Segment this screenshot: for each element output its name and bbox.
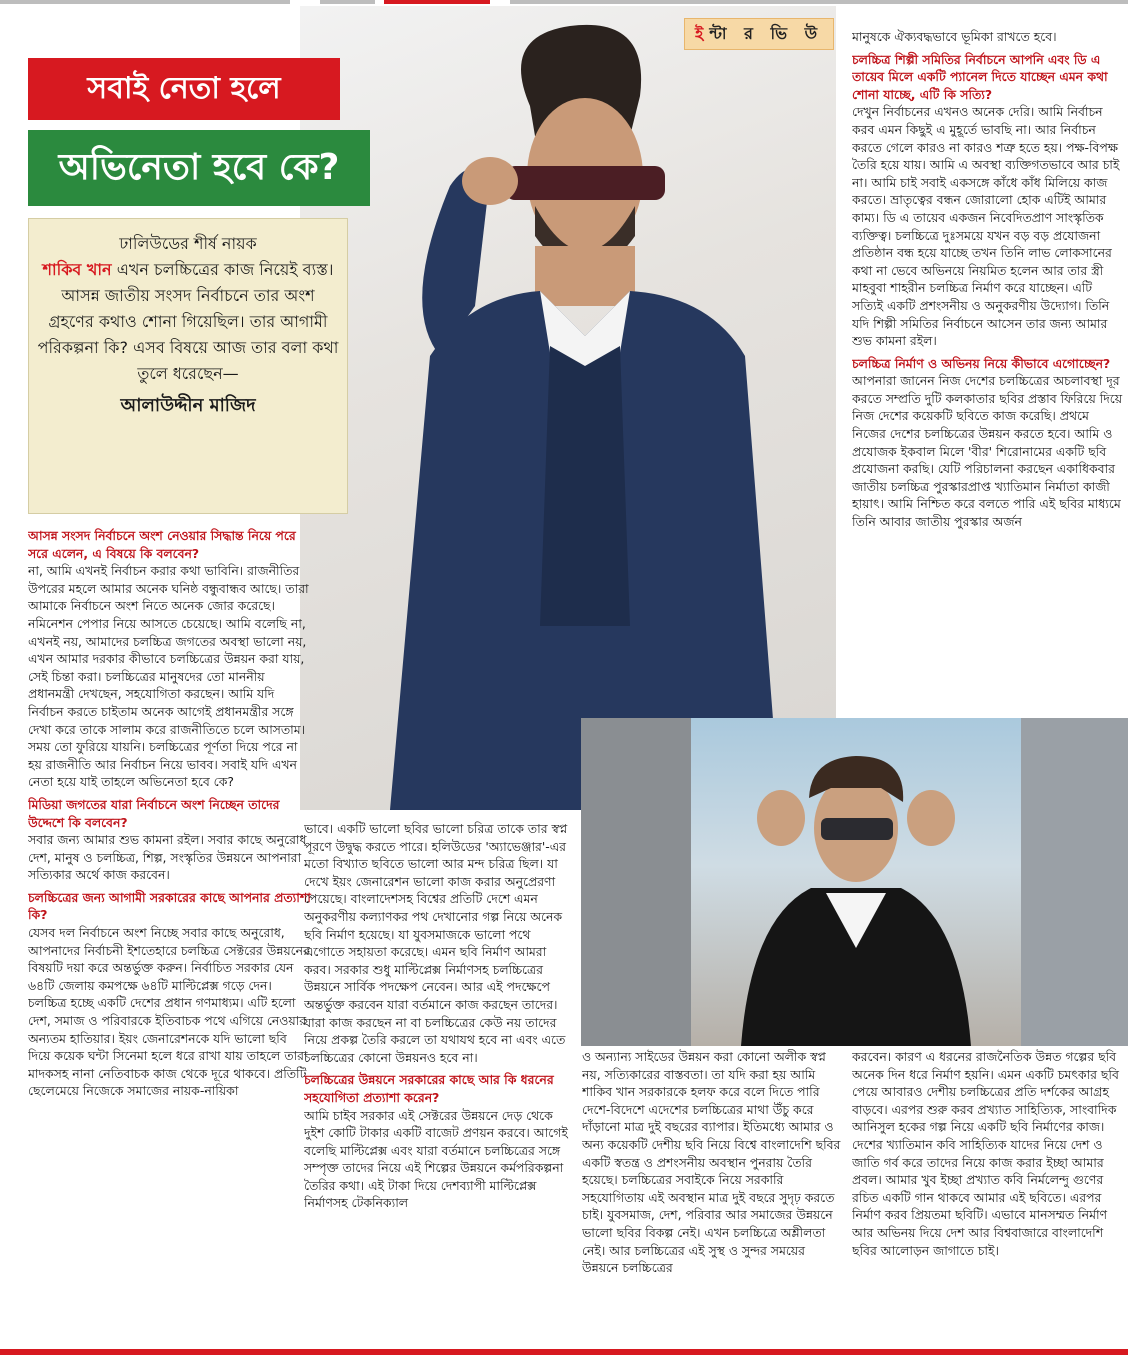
top-rule-mid (320, 0, 375, 4)
headline-line1: সবাই নেতা হলে (28, 58, 340, 120)
question-4: চলচ্চিত্রের উন্নয়নে সরকারের কাছে আর কি ধরনের সহযোগিতা প্রত্যাশা করেন? (304, 1072, 554, 1105)
secondary-illustration (581, 718, 1128, 1046)
column-3 (582, 1048, 844, 1346)
column-4-carryover: মানুষকে ঐক্যবদ্ধভাবে ভূমিকা রাখতে হবে। (852, 29, 1057, 44)
top-rule-left (0, 0, 290, 4)
bottom-rule (0, 1349, 1128, 1355)
question-2: মিডিয়া জগতের যারা নির্বাচনে অংশ নিচ্ছেন তাদের উদ্দেশে কি বলবেন? (28, 796, 280, 830)
tag-initial: ই (695, 24, 710, 43)
column-2-text: ভাবে। একটি ভালো ছবির ভালো চরিত্র তাকে তার স্বপ্ন পূরণে উদ্বুদ্ধ করতে পারে। হলিউডের 'অ্যাভেঞ্জার'-এর মতো বিখ্যাত ছবিতে ভালো আর মন্দ চরিত্র ছিল। যা দেখে ইয়ং জেনারেশন ভালো কাজ করার অনুপ্রেরণা পেয়েছে। বাংলাদেশসহ বিশ্বের প্রতিটি দেশে এমন অনুকরণীয় কল্যাণকর পথ দেখানোর গল্প নিয়ে অনেক ছবি নির্মাণ হয়েছে। যা যুবসমাজকে ভালো পথে এগোতে সহায়তা করেছে। এমন ছবি নির্মাণ আমরা করব। সরকার শুধু মাল্টিপ্লেক্স নির্মাণসহ চলচ্চিত্রের উন্নয়নে সার্বিক পদক্ষেপ নেবেন। আর এই পদক্ষেপে অন্তর্ভুক্ত করবেন যারা বর্তমানে কাজ করছেন তাদের। যারা কাজ করছেন না বা চলচ্চিত্রের কেউ নয় তাদের নিয়ে প্রকল্প তৈরি করলে তা যথাযথ হবে না এবং এতে চলচ্চিত্রের কোনো উন্নয়নও হবে না। (304, 821, 568, 1065)
answer-2: সবার জন্য আমার শুভ কামনা রইল। সবার কাছে অনুরোধ দেশ, মানুষ ও চলচ্চিত্র, শিল্প, সংস্কৃতির উন্নয়নে আপনারা সত্যিকার অর্থে কাজ করবেন। (28, 832, 307, 883)
question-3: চলচ্চিত্রের জন্য আগামী সরকারের কাছে আপনার প্রত্যাশা কি? (28, 889, 311, 923)
question-1: আসন্ন সংসদ নির্বাচনে অংশ নেওয়ার সিদ্ধান্ত নিয়ে পরে সরে এলেন, এ বিষয়ে কি বলবেন? (28, 528, 296, 561)
reporter-name: আলাউদ্দীন মাজিদ (120, 395, 256, 416)
top-rule-accent (384, 0, 490, 4)
answer-5: দেখুন নির্বাচনের এখনও অনেক দেরি। আমি নির্বাচন করব এমন কিছুই এ মুহূর্তে ভাবছি না। আর নির্বাচন করতে গেলে কারও না কারও শত্রু হতে হয়। পক্ষ-বিপক্ষ তৈরি হয়ে যায়। আমি এ অবস্থা ব্যক্তিগতভাবে আর চাই না। আমি চাই সবাই একসঙ্গে কাঁধে কাঁধ মিলিয়ে কাজ করতে। ভ্রাতৃত্বের বন্ধন জোরালো হোক এটিই আমার কাম্য। ডি এ তায়েব একজন নিবেদিতপ্রাণ সাংস্কৃতিক ব্যক্তিত্ব। চলচ্চিত্রে দুঃসময়ে যখন বড় বড় প্রযোজনা প্রতিষ্ঠান বন্ধ হয়ে যাচ্ছে তখন তিনি লাভ লোকসানের কথা না ভেবে অভিনয়ে নিয়মিত হলেন আর তার স্ত্রী মাহবুবা শাহরীন চলচ্চিত্র নির্মাণ করে যাচ্ছেন। এটি সত্যিই একটি প্রশংসনীয় ও অনুকরণীয় উদ্যোগ। তিনি যদি শিল্পী সমিতির নির্বাচনে আসেন তার জন্য আমার শুভ কামনা রইল। (852, 104, 1120, 349)
answer-4: আমি চাইব সরকার এই সেক্টরের উন্নয়নে দেড় থেকে দুইশ কোটি টাকার একটি বাজেট প্রণয়ন করবে। আগেই বলেছি মাল্টিপ্লেক্স এবং যারা বর্তমানে চলচ্চিত্রের সঙ্গে সম্পৃক্ত তাদের নিয়ে এই শিল্পের উন্নয়নে কর্মপরিকল্পনা তৈরির কথা। এই টাকা দিয়ে দেশব্যাপী মাল্টিপ্লেক্স নির্মাণসহ টেকনিক্যাল (304, 1107, 568, 1211)
column-2 (304, 820, 574, 1346)
column-3-text: ও অন্যান্য সাইডের উন্নয়ন করা কোনো অলীক স্বপ্ন নয়, সত্যিকারের বাস্তবতা। তা যদি করা হয় আমি শাকিব খান সরকারকে হলফ করে বলে দিতে পারি দেশে-বিদেশে এদেশের চলচ্চিত্রের মাথা উঁচু করে দাঁড়ানো মাত্র দুই বছরের ব্যাপার। ইতিমধ্যে আমার ও অন্য কয়েকটি দেশীয় ছবি নিয়ে বিশ্বে বাংলাদেশি ছবির একটি স্বতন্ত্র ও প্রশংসনীয় অবস্থান পুনরায় তৈরি হয়েছে। চলচ্চিত্রের সবাইকে নিয়ে সরকারি সহযোগিতায় এই অবস্থান মাত্র দুই বছরে সুদৃঢ় করতে চাই। যুবসমাজ, দেশ, পরিবার আর সমাজের উন্নয়নে ভালো ছবির বিকল্প নেই। এখন চলচ্চিত্রে অশ্লীলতা নেই। আর চলচ্চিত্রের এই সুস্থ ও সুন্দর সময়ের উন্নয়নে চলচ্চিত্রের (582, 1049, 841, 1276)
question-5: চলচ্চিত্র শিল্পী সমিতির নির্বাচনে আপনি এবং ডি এ তায়েব মিলে একটি প্যানেল দিতে যাচ্ছেন এমন কথা শোনা যাচ্ছে, এটি কি সত্যি? (852, 51, 1108, 102)
intro-pre: ঢালিউডের শীর্ষ নায়ক (119, 234, 257, 253)
intro-star-name: শাকিব খান (42, 260, 112, 279)
tag-rest: ন্টা র ভি উ (709, 24, 824, 43)
column-5-text: করবেন। কারণ এ ধরনের রাজনৈতিক উন্নত গল্পের ছবি অনেক দিন ধরে নির্মাণ হয়নি। এমন একটি চমৎকার ছবি পেয়ে আবারও দেশীয় চলচ্চিত্রের প্রতি দর্শকের আগ্রহ বাড়বে। এরপর শুরু করব প্রখ্যাত সাহিত্যিক, সাংবাদিক আনিসুল হকের গল্প নিয়ে একটি ছবি নির্মাণের কাজ। দেশের খ্যাতিমান কবি সাহিত্যিক যাদের নিয়ে দেশ ও জাতি গর্ব করে তাদের নিয়ে কাজ করার ইচ্ছা আমার প্রবল। আমার খুব ইচ্ছা প্রখ্যাত কবি নির্মলেন্দু গুণের রচিত একটি গান থাকবে আমার এই ছবিতে। এরপর নির্মাণ করব প্রিয়তমা ছবিটি। এভাবে মানসম্মত নির্মাণ আর অভিনয় দিয়ে দেশ আর বিশ্ববাজারে বাংলাদেশি ছবির আলোড়ন জাগাতে চাই। (852, 1049, 1119, 1258)
portrait-photo (300, 6, 836, 810)
headline-line2: অভিনেতা হবে কে? (28, 130, 370, 206)
top-rule-right (510, 0, 1128, 4)
answer-3: যেসব দল নির্বাচনে অংশ নিচ্ছে সবার কাছে অনুরোধ, আপনাদের নির্বাচনী ইশতেহারে চলচ্চিত্র সেক্টরের উন্নয়নের বিষয়টি দয়া করে অন্তর্ভুক্ত করুন। নির্বাচিত সরকার যেন ৬৪টি জেলায় কমপক্ষে ৬৪টি মাল্টিপ্লেক্স গড়ে দেন। চলচ্চিত্র হচ্ছে একটি দেশের প্রধান গণমাধ্যম। এটি হলো দেশ, সমাজ ও পরিবারকে ইতিবাচক পথে এগিয়ে নেওয়ার অন্যতম হাতিয়ার। ইয়ং জেনারেশনকে যদি ভালো ছবি দিয়ে কয়েক ঘন্টা সিনেমা হলে ধরে রাখা যায় তাহলে তারা মাদকসহ নানা নেতিবাচক কাজ থেকে দূরে থাকবে। প্রতিটি ছেলেমেয়ে নিজেকে সমাজের নায়ক-নায়িকা (28, 925, 310, 1099)
question-6: চলচ্চিত্র নির্মাণ ও অভিনয় নিয়ে কীভাবে এগোচ্ছেন? (852, 355, 1111, 371)
answer-6: আপনারা জানেন নিজ দেশের চলচ্চিত্রের অচলাবস্থা দূর করতে সম্প্রতি দুটি কলকাতার ছবির প্রস্তাব ফিরিয়ে দিয়ে নিজ দেশের কয়েকটি ছবিতে কাজ করেছি। প্রথমে নিজের দেশের চলচ্চিত্রের উন্নয়ন করতে হবে। আমি ও প্রযোজক ইকবাল মিলে 'বীর' শিরোনামের একটি ছবি প্রযোজনা করছি। যেটি পরিচালনা করছেন একাধিকবার জাতীয় চলচ্চিত্র পুরস্কারপ্রাপ্ত খ্যাতিমান নির্মাতা কাজী হায়াৎ। আমি নিশ্চিত করে বলতে পারি এই ছবির মাধ্যমে তিনি আবার জাতীয় পুরস্কার অর্জন (852, 373, 1123, 530)
answer-1: না, আমি এখনই নির্বাচন করার কথা ভাবিনি। রাজনীতির উপরের মহলে আমার অনেক ঘনিষ্ঠ বন্ধুবান্ধব আছে। তারা আমাকে নির্বাচনে অংশ নিতে অনেক জোর করেছে। নমিনেশন পেপার নিয়ে আসতে চেয়েছে। আমি বলেছি না, এখনই নয়, আমাদের চলচ্চিত্র জগতের অবস্থা ভালো নয়, এখন আমার দরকার কীভাবে চলচ্চিত্রের উন্নয়ন করা যায়, সেই চিন্তা করা। চলচ্চিত্রের মানুষদের তো মাননীয় প্রধানমন্ত্রী দেখছেন, সহযোগিতা করছেন। আমি যদি নির্বাচন করতে চাইতাম অনেক আগেই প্রধানমন্ত্রীর সঙ্গে দেখা করে তাকে সালাম করে রাজনীতিতে চলে আসতাম। সময় তো ফুরিয়ে যায়নি। চলচ্চিত্রের পূর্ণতা দিয়ে পরে না হয় রাজনীতি আর নির্বাচন নিয়ে ভাবব। সবাই যদি এখন নেতা হয়ে যাই তাহলে অভিনেতা হবে কে? (28, 563, 309, 790)
column-5 (852, 1048, 1124, 1346)
section-tag (684, 18, 834, 50)
column-1 (28, 522, 312, 1344)
secondary-photo (581, 718, 1128, 1046)
column-4 (852, 28, 1124, 716)
intro-post: এখন চলচ্চিত্রের কাজ নিয়েই ব্যস্ত। আসন্ন জাতীয় সংসদ নির্বাচনে তার অংশ গ্রহণের কথাও শোনা গিয়েছিল। তার আগামী পরিকল্পনা কি? এসব বিষয়ে আজ তার বলা কথা তুলে ধরেছেন— (37, 260, 339, 383)
portrait-illustration (300, 6, 836, 810)
intro-box (28, 218, 348, 514)
